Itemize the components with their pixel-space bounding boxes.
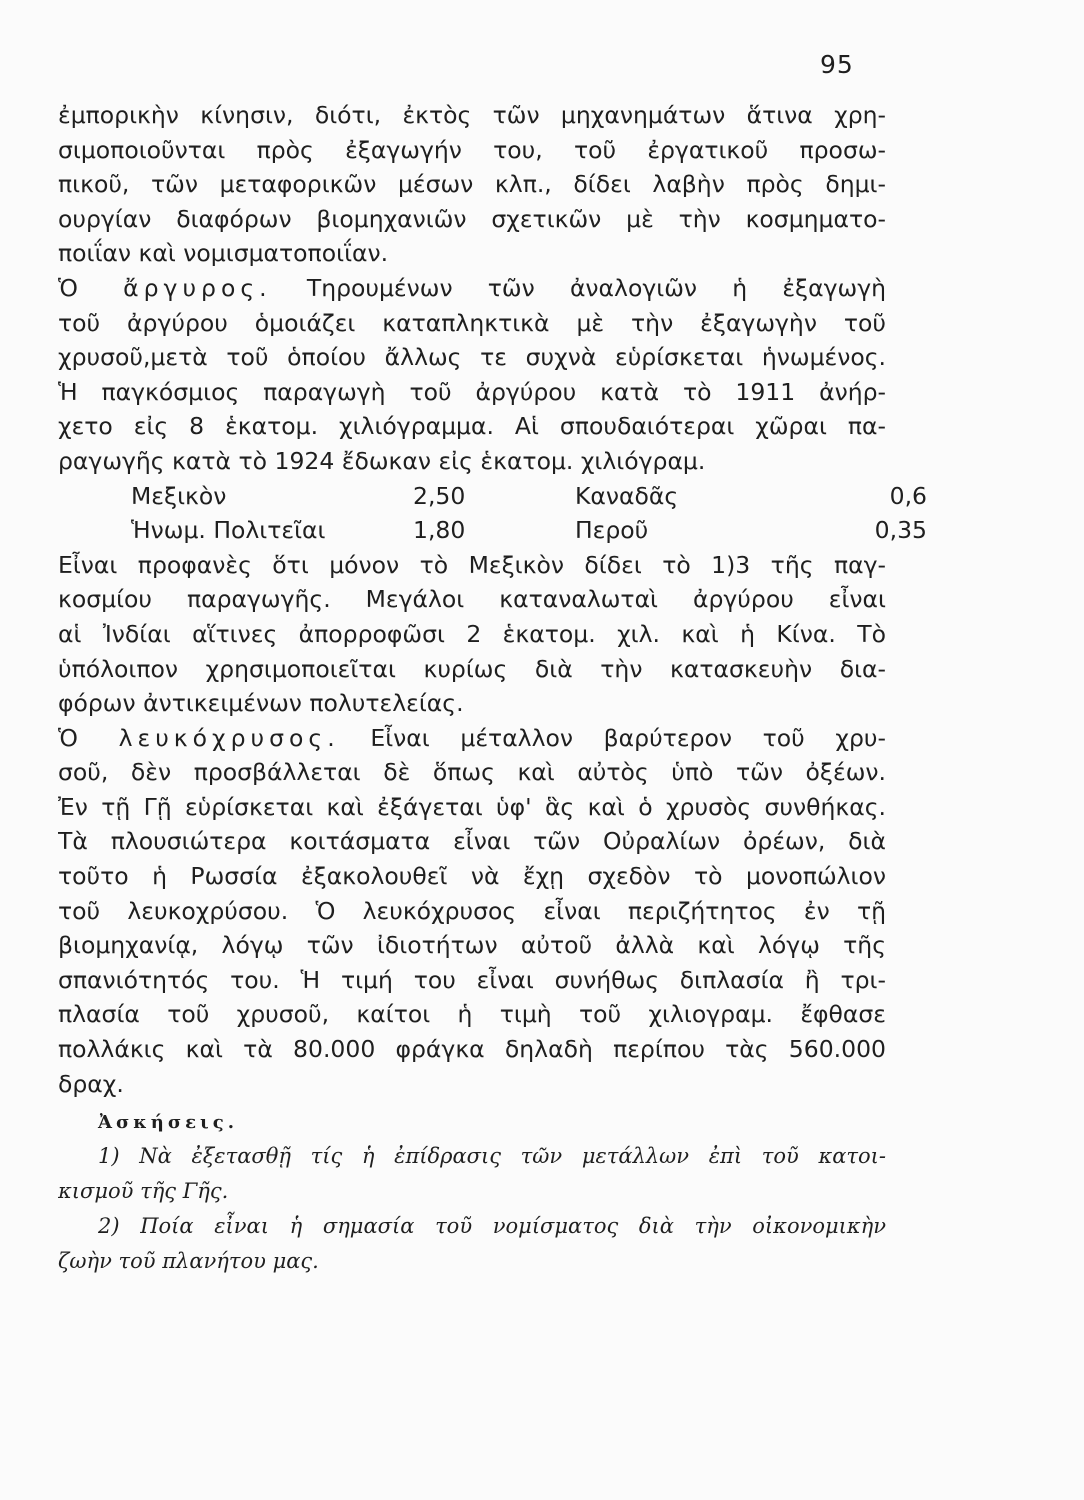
text-line: Ἡ παγκόσμιος παραγωγὴ τοῦ ἀργύρου κατὰ τὸ 1911 ἀνήρ- bbox=[58, 377, 886, 406]
paragraph-platinum bbox=[58, 721, 886, 1102]
table-cell-country: Περοῦ bbox=[575, 516, 649, 545]
page-body bbox=[58, 98, 927, 1279]
table-cell-country: Καναδᾶς bbox=[575, 481, 679, 510]
paragraph-silver-consumption bbox=[58, 548, 886, 721]
text-line: Εἶναι προφανὲς ὅτι μόνον τὸ Μεξικὸν δίδει τὸ 1)3 τῆς παγ- bbox=[58, 550, 886, 579]
table-cell-value: 0,6 bbox=[889, 481, 927, 510]
table-cell-country: Ἡνωμ. Πολιτεῖαι bbox=[131, 516, 326, 545]
table-row bbox=[131, 479, 927, 514]
exercise-item-continued: ζωὴν τοῦ πλανήτου μας. bbox=[58, 1249, 319, 1274]
text-line bbox=[58, 271, 886, 306]
page-number: 95 bbox=[820, 50, 854, 79]
text-line: χετο εἰς 8 ἑκατομ. χιλιόγραμμα. Αἱ σπουδαιότεραι χῶραι πα- bbox=[58, 412, 886, 441]
text-line: σοῦ, δὲν προσβάλλεται δὲ ὅπως καὶ αὐτὸς ὑπὸ τῶν ὀξέων. bbox=[58, 758, 886, 787]
text-line: Ἐν τῇ Γῇ εὑρίσκεται καὶ ἐξάγεται ὑφ' ἃς καὶ ὁ χρυσὸς συνθήκας. bbox=[58, 792, 886, 821]
exercises-heading: Ἀσκήσεις. bbox=[98, 1112, 238, 1134]
text-line: πολλάκις καὶ τὰ 80.000 φράγκα δηλαδὴ περίπου τὰς 560.000 bbox=[58, 1035, 886, 1064]
text-line: Τὰ πλουσιώτερα κοιτάσματα εἶναι τῶν Οὐραλίων ὀρέων, διὰ bbox=[58, 827, 886, 856]
text-line-rest: Εἶναι μέταλλον βαρύτερον τοῦ χρυ- bbox=[339, 723, 886, 752]
text-line: αἱ Ἰνδίαι αἵτινες ἀπορροφῶσι 2 ἑκατομ. χιλ. καὶ ἡ Κίνα. Τὸ bbox=[58, 619, 886, 648]
text-line: ἐμπορικὴν κίνησιν, διότι, ἐκτὸς τῶν μηχανημάτων ἅτινα χρη- bbox=[58, 101, 886, 129]
text-line: φόρων ἀντικειμένων πολυτελείας. bbox=[58, 689, 464, 718]
text-line: ποιΐαν καὶ νομισματοποιΐαν. bbox=[58, 239, 389, 268]
table-cell-value: 0,35 bbox=[874, 516, 927, 545]
exercises-section bbox=[58, 1107, 886, 1279]
section-heading-platinum: Ὁ λευκόχρυσος. bbox=[58, 723, 340, 752]
text-line: ὑπόλοιπον χρησιμοποιεῖται κυρίως διὰ τὴν κατασκευὴν δια- bbox=[58, 654, 886, 683]
text-line: χρυσοῦ,μετὰ τοῦ ὁποίου ἄλλως τε συχνὰ εὑρίσκεται ἡνωμένος. bbox=[58, 343, 886, 372]
text-line: τοῦ λευκοχρύσου. Ὁ λευκόχρυσος εἶναι περιζήτητος ἐν τῇ bbox=[58, 896, 886, 925]
exercise-item: 1) Νὰ ἐξετασθῇ τίς ἡ ἐπίδρασις τῶν μετάλλων ἐπὶ τοῦ κατοι- bbox=[98, 1144, 886, 1169]
table-cell-value: 2,50 bbox=[413, 481, 466, 510]
paragraph-industrial-uses bbox=[58, 98, 886, 271]
text-line-rest: Τηρουμένων τῶν ἀναλογιῶν ἡ ἐξαγωγὴ bbox=[271, 273, 886, 302]
text-line: βιομηχανίᾳ, λόγῳ τῶν ἰδιοτήτων αὐτοῦ ἀλλὰ καὶ λόγῳ τῆς bbox=[58, 931, 886, 960]
table-cell-value: 1,80 bbox=[413, 516, 466, 545]
section-heading-silver: Ὁ ἄργυρος. bbox=[58, 273, 272, 302]
text-line: ραγωγῆς κατὰ τὸ 1924 ἔδωκαν εἰς ἑκατομ. χιλιόγραμ. bbox=[58, 446, 706, 475]
text-line: δραχ. bbox=[58, 1069, 124, 1098]
text-line: ουργίαν διαφόρων βιομηχανιῶν σχετικῶν μὲ τὴν κοσμηματο- bbox=[58, 204, 886, 233]
text-line: σπανιότητός του. Ἡ τιμή του εἶναι συνήθως διπλασία ἢ τρι- bbox=[58, 965, 886, 994]
text-line: σιμοποιοῦνται πρὸς ἐξαγωγήν του, τοῦ ἐργατικοῦ προσω- bbox=[58, 135, 886, 164]
text-line bbox=[58, 721, 886, 756]
paragraph-silver bbox=[58, 271, 886, 479]
text-line: πικοῦ, τῶν μεταφορικῶν μέσων κλπ., δίδει λαβὴν πρὸς δημι- bbox=[58, 170, 886, 199]
text-line: τοῦτο ἡ Ρωσσία ἐξακολουθεῖ νὰ ἔχῃ σχεδὸν τὸ μονοπώλιον bbox=[58, 862, 886, 891]
silver-production-table bbox=[131, 479, 927, 548]
text-line: πλασία τοῦ χρυσοῦ, καίτοι ἡ τιμὴ τοῦ χιλιογραμ. ἔφθασε bbox=[58, 1000, 886, 1029]
exercise-item: 2) Ποία εἶναι ἡ σημασία τοῦ νομίσματος διὰ τὴν οἰκονομικὴν bbox=[98, 1214, 886, 1239]
text-line: τοῦ ἀργύρου ὁμοιάζει καταπληκτικὰ μὲ τὴν ἐξαγωγὴν τοῦ bbox=[58, 308, 886, 337]
table-cell-country: Μεξικὸν bbox=[131, 481, 227, 510]
text-line: κοσμίου παραγωγῆς. Μεγάλοι καταναλωταὶ ἀργύρου εἶναι bbox=[58, 585, 886, 614]
exercise-item-continued: κισμοῦ τῆς Γῆς. bbox=[58, 1179, 229, 1204]
table-row bbox=[131, 513, 927, 548]
